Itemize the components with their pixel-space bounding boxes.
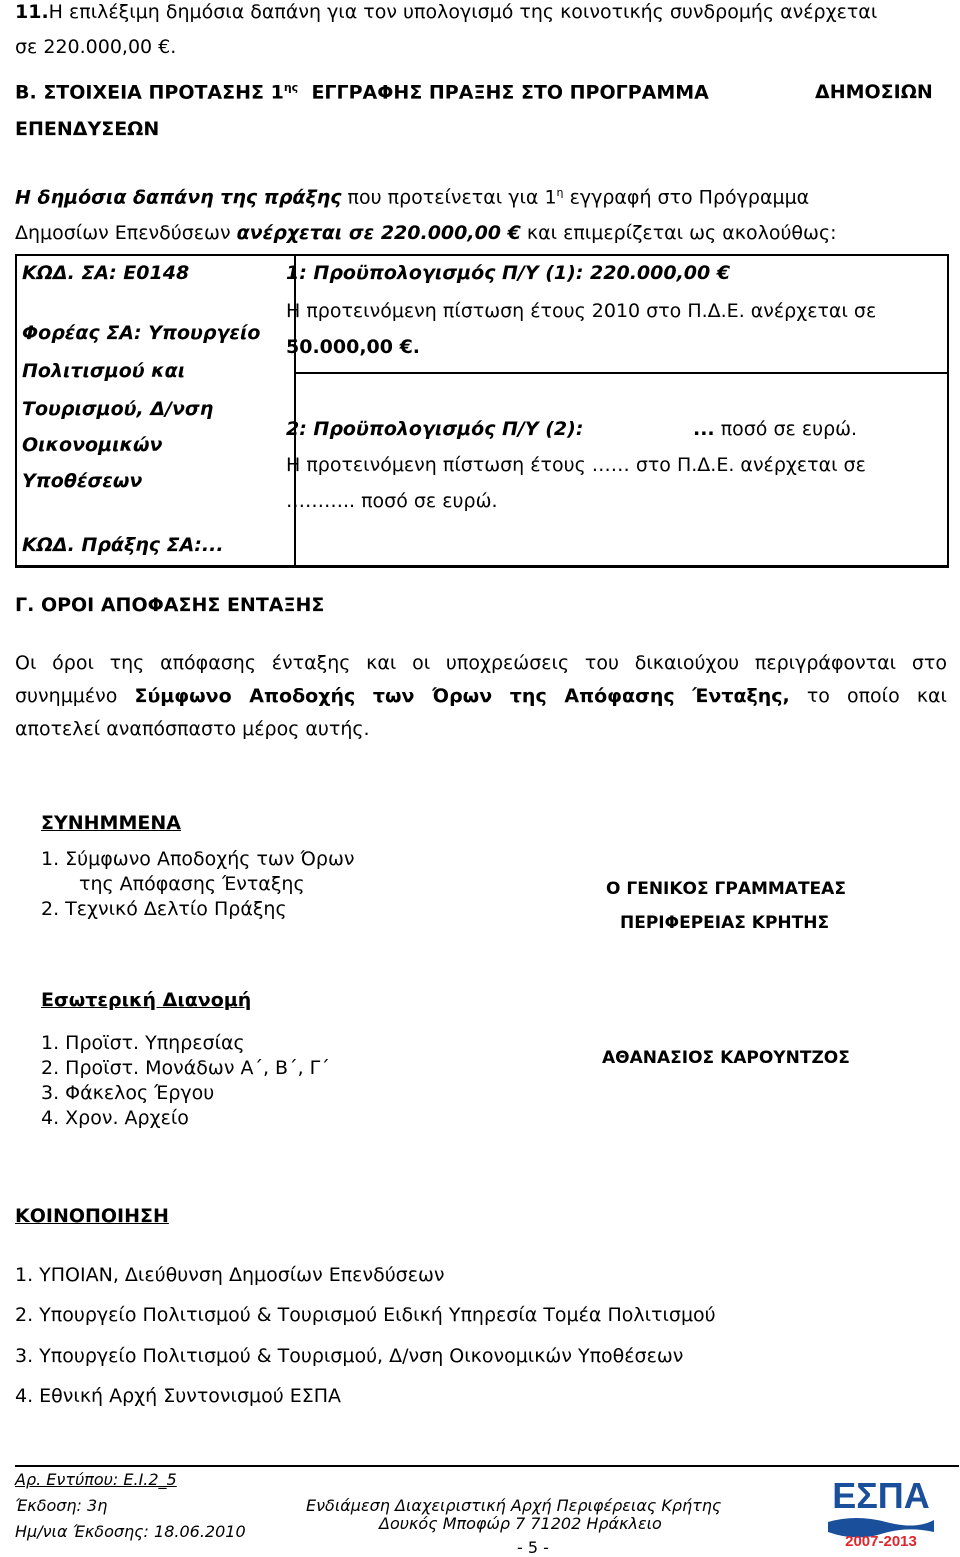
item-11-line2: σε 220.000,00 €. [15,36,177,58]
kod-sa: ΚΩΔ. ΣΑ: Ε0148 [22,262,190,284]
distribution-item: 4. Χρον. Αρχείο [41,1107,189,1129]
footer-edition-date: Ημ/νια Έκδοσης: 18.06.2010 [15,1522,246,1541]
foreas-line2: Πολιτισμού και [22,360,186,382]
budget1-line2: 50.000,00 €. [286,336,421,358]
kod-praxis: ΚΩΔ. Πράξης ΣΑ:... [22,534,224,556]
section-g-para-line1: Οι όροι της απόφασης ένταξης και οι υποχρεώσεις του δικαιούχου περιγράφονται στο [15,652,947,674]
footer-authority: Ενδιάμεση Διαχειριστική Αρχή Περιφέρειας Κρήτης [306,1496,722,1515]
signature-name: ΑΘΑΝΑΣΙΟΣ ΚΑΡΟΥΝΤΖΟΣ [602,1048,850,1068]
section-b-heading: Β. ΣΤΟΙΧΕΙΑ ΠΡΟΤΑΣΗΣ $1^{\eta\varsigma}$ ΕΓΓΡΑΦΗΣ ΠΡΑΞΗΣ ΣΤΟ ΠΡΟΓΡΑΜΜΑ [15,81,709,104]
distribution-title: Εσωτερική Διανομή [41,989,252,1011]
notification-item: 4. Εθνική Αρχή Συντονισμού ΕΣΠΑ [15,1385,342,1407]
foreas-line1: Φορέας ΣΑ: Υπουργείο [22,322,261,344]
budget1-line1: Η προτεινόμενη πίστωση έτους 2010 στο Π.Δ.Ε. ανέρχεται σε [286,300,877,322]
foreas-line3: Τουρισμού, Δ/νση [22,398,214,420]
budget2-title: 2: Προϋπολογισμός Π/Υ (2): [286,418,584,440]
espa-logo-years: 2007-2013 [845,1533,917,1550]
attachments-title: ΣΥΝΗΜΜΕΝΑ [41,812,181,834]
footer-rule [15,1465,959,1467]
section-b-heading-line2: ΕΠΕΝΔΥΣΕΩΝ [15,118,160,140]
budget2-line1: Η προτεινόμενη πίστωση έτους …… στο Π.Δ.Ε. ανέρχεται σε [286,454,866,476]
attachment-item-1: 1. Σύμφωνο Αποδοχής των Όρων [41,848,355,870]
table-row-divider [296,372,947,374]
footer-edition: Έκδοση: 3η [15,1496,108,1515]
attachment-item-2: 2. Τεχνικό Δελτίο Πράξης [41,898,287,920]
signature-role-line2: ΠΕΡΙΦΕΡΕΙΑΣ ΚΡΗΤΗΣ [620,913,830,933]
section-g-para-line3: αποτελεί αναπόσπαστο μέρος αυτής. [15,718,370,740]
budget1-title: 1: Προϋπολογισμός Π/Υ (1): 220.000,00 € [286,262,731,284]
distribution-item: 3. Φάκελος Έργου [41,1082,215,1104]
footer-form-number: Αρ. Εντύπου: Ε.Ι.2_5 [15,1470,177,1489]
section-g-heading: Γ. ΟΡΟΙ ΑΠΟΦΑΣΗΣ ΕΝΤΑΞΗΣ [15,594,325,616]
espa-logo [826,1470,936,1550]
espa-logo-text: ΕΣΠΑ [832,1475,930,1516]
intro-line2: Δημοσίων Επενδύσεων ανέρχεται σε 220.000,00 € και επιμερίζεται ως ακολούθως: [15,222,837,244]
notification-item: 2. Υπουργείο Πολιτισμού & Τουρισμού Ειδική Υπηρεσία Τομέα Πολιτισμού [15,1304,716,1326]
section-b-heading-right: ΔΗΜΟΣΙΩΝ [815,81,933,103]
budget-table [15,254,949,568]
foreas-line4: Οικονομικών [22,434,163,456]
espa-logo-graphic [826,1470,936,1550]
budget2-amount: ... ποσό σε ευρώ. [693,418,858,440]
notification-item: 1. ΥΠΟΙΑΝ, Διεύθυνση Δημοσίων Επενδύσεων [15,1264,445,1286]
notification-item: 3. Υπουργείο Πολιτισμού & Τουρισμού, Δ/νση Οικονομικών Υποθέσεων [15,1345,684,1367]
distribution-item: 1. Προϊστ. Υπηρεσίας [41,1032,245,1054]
intro-line1: Η δημόσια δαπάνη της πράξης που προτείνεται για $1^\eta$ εγγραφή στο Πρόγραμμα [15,186,810,209]
footer-page-number: - 5 - [517,1538,549,1557]
distribution-item: 2. Προϊστ. Μονάδων Α΄, Β΄, Γ΄ [41,1057,330,1079]
signature-role-line1: Ο ΓΕΝΙΚΟΣ ΓΡΑΜΜΑΤΕΑΣ [606,879,846,899]
attachment-item-1-cont: της Απόφασης Ένταξης [79,873,305,895]
foreas-line5: Υποθέσεων [22,470,143,492]
item-11-full-line1: 11.Η επιλέξιμη δημόσια δαπάνη για τον υπολογισμό της κοινοτικής συνδρομής ανέρχεται [15,1,878,23]
notification-title: ΚΟΙΝΟΠΟΙΗΣΗ [15,1205,169,1227]
budget2-line2: ……….. ποσό σε ευρώ. [286,490,498,512]
section-g-para-line2: συνημμένο Σύμφωνο Αποδοχής των Όρων της Απόφασης Ένταξης, το οποίο και [15,685,947,707]
footer-address: Δουκός Μποφώρ 7 71202 Ηράκλειο [379,1514,662,1533]
